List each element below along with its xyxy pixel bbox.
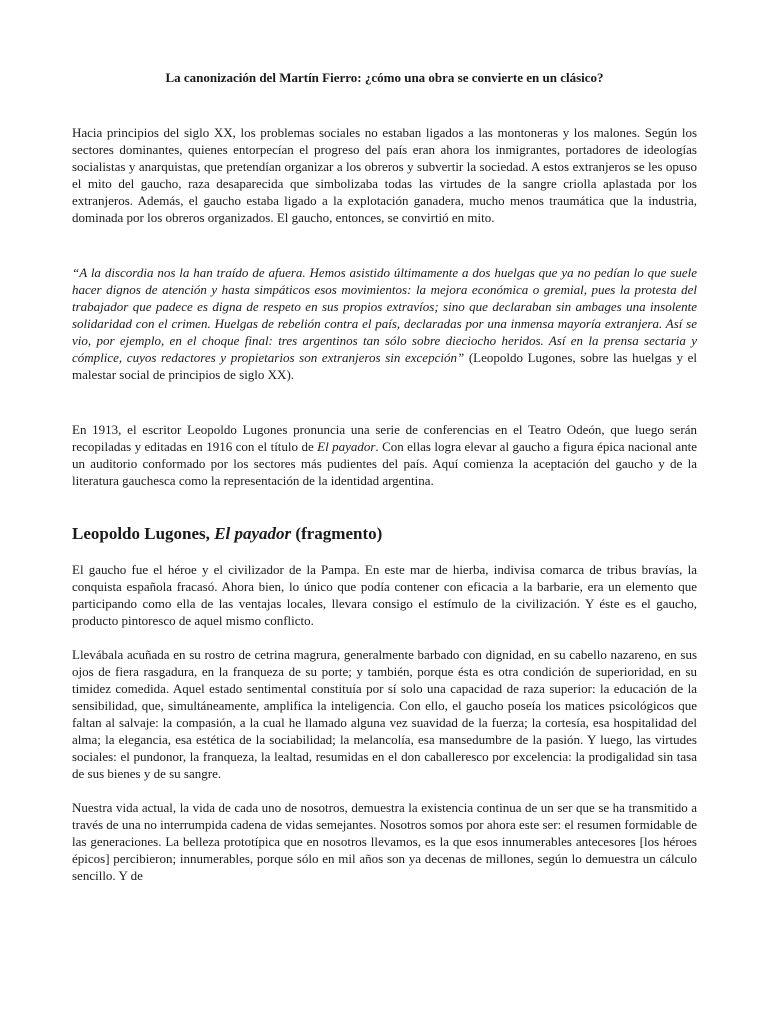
fragment-paragraph-1: El gaucho fue el héroe y el civilizador de la Pampa. En este mar de hierba, indivisa comarca de tribus bravías, la conquista española fracasó. Ahora bien, lo único que podía contener con eficacia a la barbarie, era un elemento que participando como ella de las ventajas locales, llevara consigo el estímulo de la civilización. Y éste es el gaucho, producto pintoresco de aquel mismo conflicto.	[72, 562, 697, 628]
fragment-paragraph-3: Nuestra vida actual, la vida de cada uno de nosotros, demuestra la existencia continua de un ser que se ha transmitido a través de una no interrumpida cadena de vidas semejantes. Nosotros somos por ahora este ser: el resumen formidable de las generaciones. La belleza prototípica que en nosotros llevamos, es la que esos innumerables antecesores [los héroes épicos] percibieron; innumerables, porque sólo en mil años son ya decenas de millones, según lo demuestra un cálculo sencillo. Y de	[72, 800, 697, 883]
context-paragraph	[72, 421, 697, 489]
lugones-quote: “A la discordia nos la han traído de afuera. Hemos asistido últimamente a dos huelgas que ya no pedían lo que suele hacer dignos de atención y hasta simpáticos esos movimientos: la mejora económica o gremial, pues la protesta del trabajador que padece es digna de respeto en sus propios extravíos; sino que declaraban sin ambages una insolente solidaridad con el crimen. Huelgas de rebelión contra el país, declaradas por una inmensa mayoría extranjera. Así se vio, por ejemplo, en el choque final: tres argentinos tan sólo sobre dieciocho heridos. Así en la prensa sectaria y cómplice, cuyos redactores y propietarios son extranjeros sin excepción”	[72, 265, 697, 365]
section-heading-note: (fragmento)	[291, 524, 383, 543]
context-text-before: En 1913, el escritor Leopoldo Lugones pronuncia una serie de conferencias en el Teatro Odeón, que luego serán recopiladas y editadas en 1916 con el título de	[72, 422, 697, 454]
context-work-title: El payador	[317, 439, 376, 454]
quote-paragraph	[72, 264, 697, 383]
fragment-paragraph-2: Llevábala acuñada en su rostro de cetrina magrura, generalmente barbado con dignidad, en su cabello nazareno, en sus ojos de fiera rasgadura, en la franqueza de su porte; y también, porque ésta es otra condición de superioridad, en su timidez comedida. Aquel estado sentimental constituía por sí solo una capacidad de raza superior: la educación de la sensibilidad, que, simultáneamente, amplifica la inteligencia. Con ello, el gaucho poseía los matices psicológicos que faltan al salvaje: la compasión, a la cual he llamado alguna vez suavidad de la fuerza; la cortesía, esa hospitalidad del alma; la elegancia, esa estética de la sociabilidad; la melancolía, esa mansedumbre de la pasión. Y luego, las virtudes sociales: el pundonor, la franqueza, la lealtad, resumidas en el don caballeresco por excelencia: la prodigalidad sin tasa de sus bienes y de su sangre.	[72, 647, 697, 781]
section-heading	[72, 523, 697, 545]
quote-attribution: (Leopoldo Lugones, sobre las huelgas y el malestar social de principios de siglo XX).	[72, 350, 697, 382]
intro-paragraph: Hacia principios del siglo XX, los problemas sociales no estaban ligados a las montoneras y los malones. Según los sectores dominantes, quienes entorpecían el progreso del país eran ahora los inmigrantes, portadores de ideologías socialistas y anarquistas, que pretendían organizar a los obreros y subvertir la sociedad. A estos extranjeros se les opuso el mito del gaucho, raza desaparecida que simbolizaba todas las virtudes de la sangre criolla aplastada por los extranjeros. Además, el gaucho estaba ligado a la explotación ganadera, mucho menos traumática que la industria, dominada por los obreros organizados. El gaucho, entonces, se convirtió en mito.	[72, 125, 697, 225]
context-text-after: . Con ellas logra elevar al gaucho a figura épica nacional ante un auditorio conformado por los sectores más pudientes del país. Aquí comienza la aceptación del gaucho y de la literatura gauchesca como la representación de la identidad argentina.	[72, 439, 697, 488]
document-title: La canonización del Martín Fierro: ¿cómo una obra se convierte en un clásico?	[165, 70, 604, 85]
section-heading-work: El payador	[214, 524, 292, 543]
section-heading-author: Leopoldo Lugones,	[72, 524, 215, 543]
